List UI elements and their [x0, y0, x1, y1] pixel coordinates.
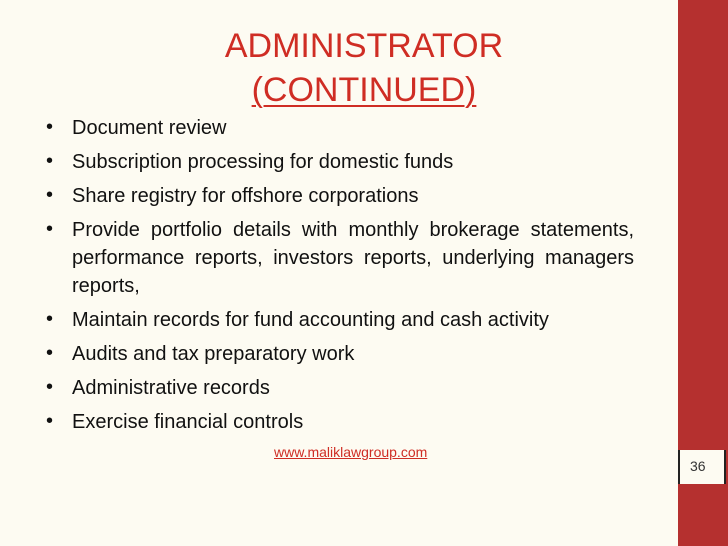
bullet-item: • Exercise financial controls	[44, 408, 634, 436]
bullet-item: • Subscription processing for domestic funds	[44, 148, 634, 176]
bullet-item: • Document review	[44, 114, 634, 142]
page-number-box	[678, 450, 726, 484]
bullet-item: • Audits and tax preparatory work	[44, 340, 634, 368]
slide-title	[150, 24, 578, 112]
page-number: 36	[690, 458, 706, 474]
bullet-item: • Maintain records for fund accounting and cash activity	[44, 306, 634, 334]
title-line-1: ADMINISTRATOR	[224, 27, 504, 65]
bullet-item: • Provide portfolio details with monthly brokerage statements, performance reports, investors reports, underlying managers reports,	[44, 216, 634, 300]
title-line-2: (CONTINUED)	[251, 71, 477, 109]
bullet-list	[44, 114, 634, 442]
bullet-item: • Share registry for offshore corporations	[44, 182, 634, 210]
bullet-item: • Administrative records	[44, 374, 634, 402]
footer-website-link[interactable]: www.maliklawgroup.com	[274, 444, 428, 460]
